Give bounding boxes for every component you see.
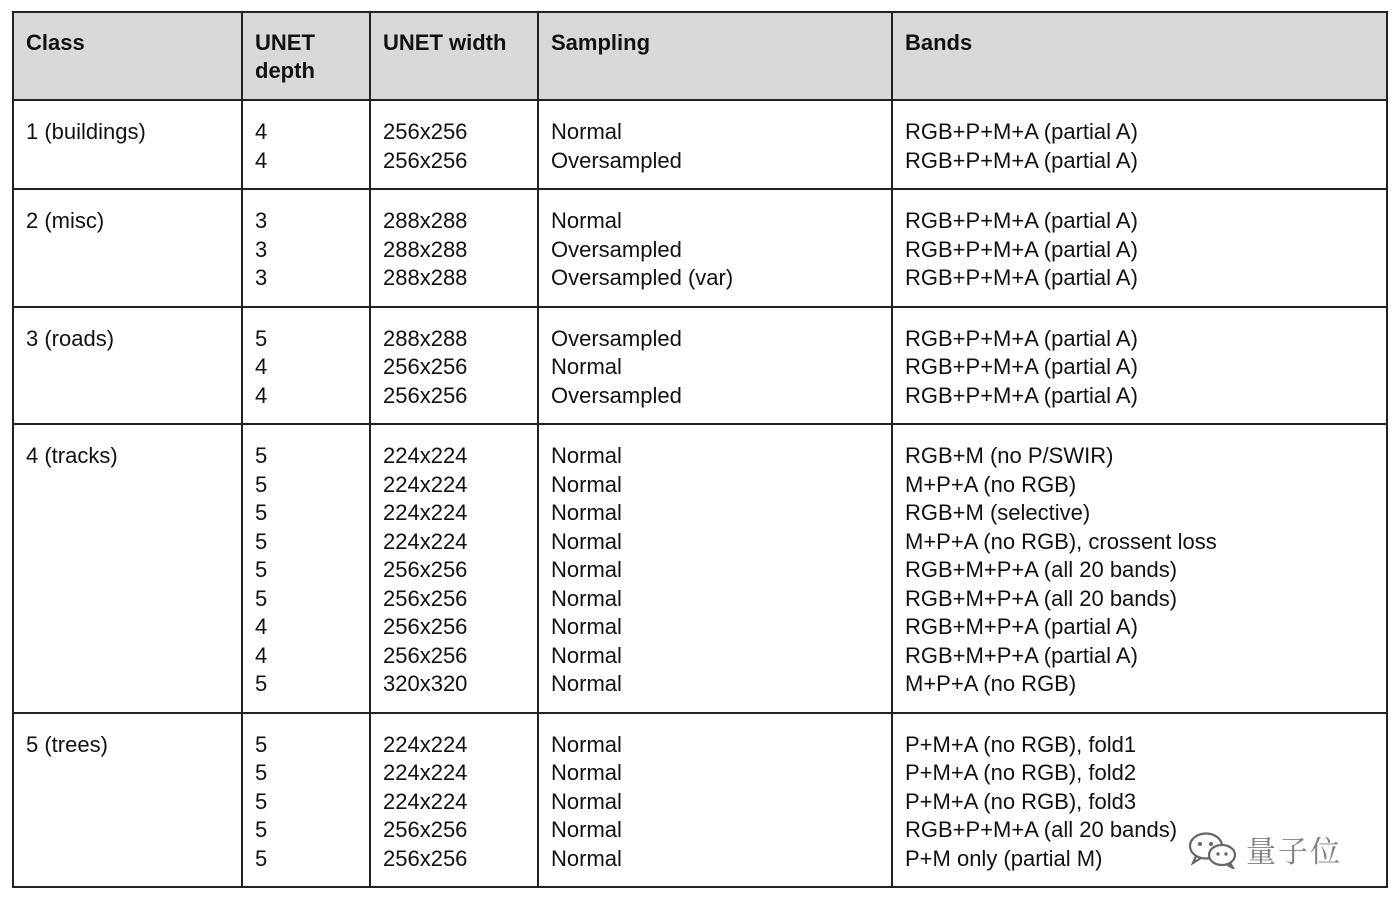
- width-value: 256x256: [383, 614, 468, 639]
- sampling-value: Normal: [551, 354, 622, 379]
- width-value: 256x256: [383, 119, 468, 144]
- bands-value: M+P+A (no RGB): [905, 671, 1077, 696]
- width-value: 256x256: [383, 382, 468, 408]
- depth-value: 3: [255, 236, 268, 262]
- width-cell: [370, 307, 538, 425]
- table-body: [13, 100, 1387, 887]
- depth-cell: [242, 189, 370, 307]
- depth-value: 4: [255, 147, 268, 173]
- width-value: 224x224: [383, 471, 468, 497]
- width-value: 288x288: [383, 208, 468, 233]
- sampling-value: Normal: [551, 557, 622, 582]
- bands-cell: [892, 189, 1387, 307]
- table-row: [13, 100, 1387, 189]
- header-unet-depth: UNET depth: [242, 12, 370, 100]
- depth-value: 5: [255, 585, 268, 611]
- bands-value: RGB+M+P+A (partial A): [905, 642, 1138, 668]
- depth-value: 5: [255, 443, 268, 468]
- sampling-value: Oversampled (var): [551, 265, 734, 290]
- depth-value: 4: [255, 354, 268, 379]
- class-cell: [13, 307, 242, 425]
- class-label: 2 (misc): [26, 208, 105, 233]
- table-row: [13, 189, 1387, 307]
- width-value: 288x288: [383, 325, 468, 351]
- width-value: 256x256: [383, 817, 468, 842]
- width-value: 256x256: [383, 354, 468, 379]
- table-row: [13, 424, 1387, 713]
- depth-value: 5: [255, 325, 268, 351]
- class-label: 4 (tracks): [26, 443, 118, 468]
- bands-value: RGB+M (no P/SWIR): [905, 443, 1114, 468]
- width-value: 224x224: [383, 760, 468, 785]
- depth-value: 5: [255, 528, 268, 554]
- width-value: 224x224: [383, 500, 468, 525]
- width-cell: [370, 189, 538, 307]
- bands-cell: [892, 713, 1387, 888]
- bands-value: P+M+A (no RGB), fold2: [905, 760, 1137, 785]
- depth-value: 4: [255, 119, 268, 144]
- depth-value: 4: [255, 614, 268, 639]
- bands-cell: [892, 424, 1387, 713]
- bands-value: RGB+P+M+A (partial A): [905, 354, 1138, 379]
- depth-value: 5: [255, 500, 268, 525]
- bands-value: RGB+M+P+A (all 20 bands): [905, 585, 1178, 611]
- bands-value: RGB+P+M+A (all 20 bands): [905, 817, 1178, 842]
- sampling-value: Oversampled: [551, 325, 682, 351]
- class-cell: [13, 189, 242, 307]
- width-value: 256x256: [383, 845, 468, 871]
- bands-value: RGB+P+M+A (partial A): [905, 265, 1138, 290]
- width-value: 256x256: [383, 147, 468, 173]
- width-value: 288x288: [383, 236, 468, 262]
- header-sampling: Sampling: [538, 12, 892, 100]
- depth-value: 5: [255, 845, 268, 871]
- bands-value: M+P+A (no RGB), crossent loss: [905, 528, 1217, 554]
- sampling-value: Normal: [551, 614, 622, 639]
- sampling-cell: [538, 424, 892, 713]
- sampling-value: Normal: [551, 671, 622, 696]
- depth-value: 5: [255, 471, 268, 497]
- width-value: 224x224: [383, 788, 468, 814]
- bands-value: M+P+A (no RGB): [905, 471, 1077, 497]
- width-cell: [370, 100, 538, 189]
- sampling-value: Normal: [551, 500, 622, 525]
- depth-value: 5: [255, 817, 268, 842]
- width-value: 288x288: [383, 265, 468, 290]
- class-cell: [13, 424, 242, 713]
- width-value: 256x256: [383, 642, 468, 668]
- width-value: 256x256: [383, 557, 468, 582]
- width-value: 256x256: [383, 585, 468, 611]
- bands-value: RGB+P+M+A (partial A): [905, 382, 1138, 408]
- sampling-value: Oversampled: [551, 236, 682, 262]
- class-label: 1 (buildings): [26, 119, 146, 144]
- bands-value: P+M only (partial M): [905, 845, 1103, 871]
- depth-value: 3: [255, 265, 268, 290]
- table-header: [13, 12, 1387, 100]
- depth-cell: [242, 100, 370, 189]
- class-cell: [13, 100, 242, 189]
- depth-value: 5: [255, 557, 268, 582]
- bands-value: RGB+M+P+A (partial A): [905, 614, 1138, 639]
- sampling-value: Normal: [551, 119, 622, 144]
- depth-value: 3: [255, 208, 268, 233]
- bands-value: RGB+M+P+A (all 20 bands): [905, 557, 1178, 582]
- sampling-value: Oversampled: [551, 382, 682, 408]
- sampling-cell: [538, 100, 892, 189]
- width-value: 224x224: [383, 731, 468, 757]
- sampling-value: Normal: [551, 585, 622, 611]
- bands-cell: [892, 100, 1387, 189]
- sampling-cell: [538, 713, 892, 888]
- sampling-value: Normal: [551, 208, 622, 233]
- bands-value: P+M+A (no RGB), fold1: [905, 731, 1137, 757]
- depth-value: 4: [255, 642, 268, 668]
- depth-cell: [242, 424, 370, 713]
- bands-cell: [892, 307, 1387, 425]
- header-class: Class: [13, 12, 242, 100]
- depth-value: 5: [255, 760, 268, 785]
- sampling-value: Oversampled: [551, 147, 682, 173]
- depth-cell: [242, 713, 370, 888]
- watermark-text: 量子位: [1246, 835, 1342, 870]
- depth-value: 5: [255, 731, 268, 757]
- width-cell: [370, 713, 538, 888]
- sampling-cell: [538, 307, 892, 425]
- depth-value: 4: [255, 382, 268, 408]
- header-row: [13, 12, 1387, 100]
- sampling-value: Normal: [551, 528, 622, 554]
- bands-value: RGB+M (selective): [905, 500, 1091, 525]
- bands-value: RGB+P+M+A (partial A): [905, 147, 1138, 173]
- table-row: [13, 713, 1387, 888]
- bands-value: RGB+P+M+A (partial A): [905, 325, 1138, 351]
- width-value: 320x320: [383, 671, 468, 696]
- header-bands: Bands: [892, 12, 1387, 100]
- bands-value: RGB+P+M+A (partial A): [905, 119, 1138, 144]
- class-cell: [13, 713, 242, 888]
- class-label: 3 (roads): [26, 325, 115, 351]
- width-value: 224x224: [383, 528, 468, 554]
- sampling-value: Normal: [551, 731, 622, 757]
- models-table: [12, 11, 1388, 888]
- sampling-value: Normal: [551, 845, 622, 871]
- sampling-cell: [538, 189, 892, 307]
- sampling-value: Normal: [551, 817, 622, 842]
- sampling-value: Normal: [551, 443, 622, 468]
- depth-cell: [242, 307, 370, 425]
- bands-value: P+M+A (no RGB), fold3: [905, 788, 1137, 814]
- width-cell: [370, 424, 538, 713]
- depth-value: 5: [255, 671, 268, 696]
- depth-value: 5: [255, 788, 268, 814]
- sampling-value: Normal: [551, 471, 622, 497]
- sampling-value: Normal: [551, 642, 622, 668]
- sampling-value: Normal: [551, 760, 622, 785]
- class-label: 5 (trees): [26, 731, 108, 757]
- bands-value: RGB+P+M+A (partial A): [905, 208, 1138, 233]
- width-value: 224x224: [383, 443, 468, 468]
- table-row: [13, 307, 1387, 425]
- bands-value: RGB+P+M+A (partial A): [905, 236, 1138, 262]
- header-unet-width: UNET width: [370, 12, 538, 100]
- sampling-value: Normal: [551, 788, 622, 814]
